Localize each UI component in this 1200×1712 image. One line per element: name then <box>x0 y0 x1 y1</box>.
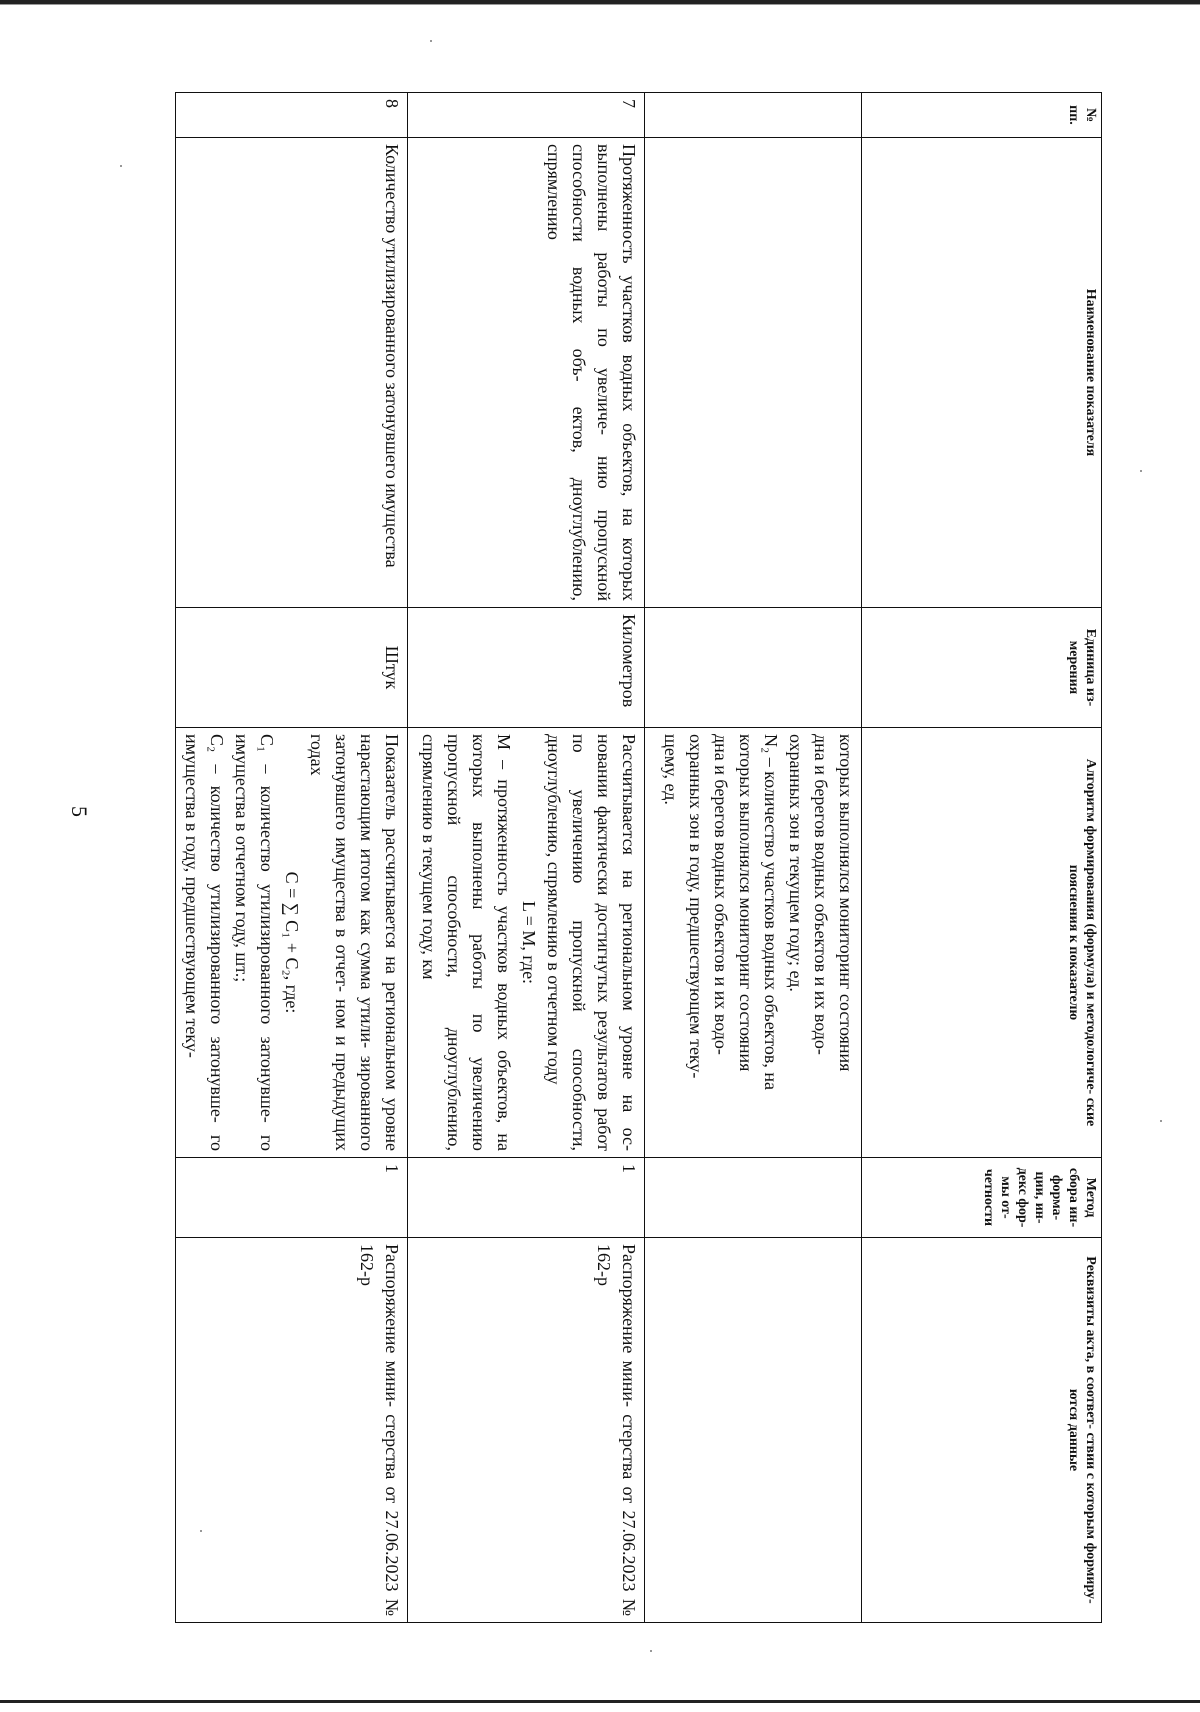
cell-num: 7 <box>408 93 645 138</box>
cell-algorithm <box>176 728 408 1158</box>
indicators-table <box>175 92 1102 1623</box>
algo-definition: C₂ – количество утилизированного затонувше- го имущества в году, предшествующем теку- <box>182 734 227 1151</box>
algo-line: охранных зон в году, предшествующем теку- <box>686 734 706 1079</box>
algo-line: N₂ – количество участков водных объектов, на <box>761 734 781 1090</box>
header-unit: Единица из- мерения <box>862 608 1102 728</box>
algo-intro: Показатель рассчитывается на региональном уровне нарастающим итогом как сумма утили- зированного затонувшего имущества в отчет- ном и предыдущих годах <box>307 734 402 1151</box>
table-row <box>408 93 645 1623</box>
header-algorithm: Алгоритм формирования (формула) и методологиче- ские пояснения к показателю <box>862 728 1102 1158</box>
algo-formula: L = M, где: <box>519 900 539 985</box>
cell-name <box>645 138 862 608</box>
algo-line: которых выполнялся мониторинг состояния <box>836 734 856 1072</box>
cell-unit <box>645 608 862 728</box>
algo-definition: C₁ – количество утилизированного затонувше- го имущества в отчетном году, шт.; <box>232 734 277 1151</box>
table-row <box>645 93 862 1623</box>
table-header-row <box>862 93 1102 1623</box>
scan-edge-line <box>0 4 1200 5</box>
cell-unit: Километров <box>408 608 645 728</box>
algo-definition: M – протяженность участков водных объектов, на которых выполнены работы по увеличению пропускной способности, дноуглублению, спрямлению в текущем году, км <box>419 734 514 1151</box>
cell-requisites: Распоряжение мини- стерства от 27.06.2023 № 162-р <box>408 1238 645 1623</box>
algo-line: охранных зон в текущем году; ед. <box>786 734 806 992</box>
algo-formula: C = ∑ C₁ + C₂, где: <box>282 871 302 1014</box>
algo-line: щему, ед. <box>661 734 681 805</box>
header-method: Метод сбора ин- форма- ции, ин- декс фор- мы от- четности <box>862 1158 1102 1238</box>
scan-speck <box>650 1650 652 1652</box>
page-number: 5 <box>67 806 92 817</box>
cell-name: Количество утилизированного затонувшего имущества <box>176 138 408 608</box>
cell-method: 1 <box>176 1158 408 1238</box>
algo-line: дна и берегов водных объектов и их водо- <box>811 734 831 1055</box>
header-name: Наименование показателя <box>862 138 1102 608</box>
cell-algorithm <box>408 728 645 1158</box>
cell-unit: Штук <box>176 608 408 728</box>
scan-speck <box>1140 470 1142 472</box>
cell-algorithm <box>645 728 862 1158</box>
cell-num: 8 <box>176 93 408 138</box>
scan-speck <box>120 165 122 167</box>
cell-num <box>645 93 862 138</box>
cell-requisites <box>645 1238 862 1623</box>
scan-speck <box>1160 1120 1162 1122</box>
algo-line: которых выполнялся мониторинг состояния <box>736 734 756 1072</box>
cell-requisites: Распоряжение мини- стерства от 27.06.2023 № 162-р <box>176 1238 408 1623</box>
cell-method: 1 <box>408 1158 645 1238</box>
header-requisites: Реквизиты акта, в соответ- ствии с которым формиру- ются данные <box>862 1238 1102 1623</box>
cell-method <box>645 1158 862 1238</box>
algo-line: дна и берегов водных объектов и их водо- <box>711 734 731 1055</box>
rotated-table-container <box>182 92 1102 1622</box>
header-num: № пп. <box>862 93 1102 138</box>
cell-name: Протяженность участков водных объектов, на которых выполнены работы по увеличе- нию пропускной способности водных объ- ектов, дноуглублению, спрямлению <box>408 138 645 608</box>
scan-edge-bottom <box>0 1700 1200 1703</box>
algo-intro: Рассчитывается на региональном уровне на ос- новании фактически достигнутых результатов работ по увеличению пропускной способности, дноуглублению, спрямлению в отчетном году <box>544 734 639 1151</box>
table-row <box>176 93 408 1623</box>
scan-speck <box>430 40 432 42</box>
